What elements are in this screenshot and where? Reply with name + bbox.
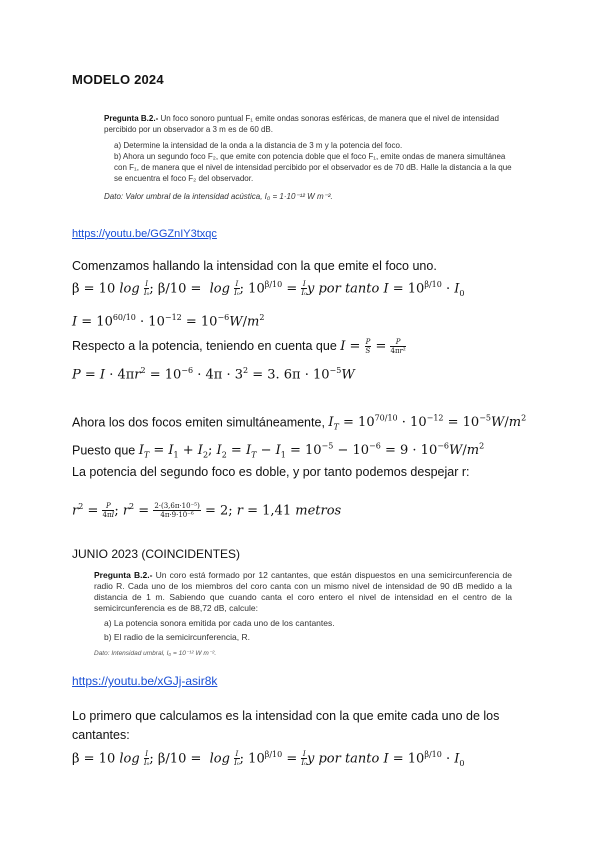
exam-question-2-part-a: a) La potencia sonora emitida por cada uno de los cantantes. — [104, 618, 335, 628]
exam-question-1-part-b: b) Ahora un segundo foco F₂, que emite con potencia doble que el foco F₁, emite ondas de manera simultánea con F₁, de manera que el nivel de intensidad percibido por el observador es de 70 dB. Halle la distancia a la que se encuentra el foco F₂ del observador. — [114, 152, 512, 183]
equation-beta: β = 10 log $\frac{I}{\text{I₀}}$ ; β/10 = log $\frac{I}{\text{I₀}}$ ; $10^{\beta/10}$ = $\frac{I}{\text{I₀}}$ y por tanto $I = 10^{\beta/10} \cdot I_0$ — [72, 280, 465, 298]
equation-power: $P = I \cdot 4\pi r^2 = 10^{-6} \cdot 4\pi \cdot 3^2 = 3$. $6\pi \cdot 10^{-5}W$ — [72, 366, 355, 383]
paragraph-two-sources: Ahora los dos focos emiten simultáneamente, $I_T = 10^{70/10} \cdot 10^{-12} = 10^{-5}W/m^2$ — [72, 414, 527, 432]
paragraph-double-power: La potencia del segundo foco es doble, y por tanto podemos despejar r: — [72, 465, 470, 479]
exam-question-2-part-b: b) El radio de la semicircunferencia, R. — [104, 632, 250, 642]
exam-question-1-heading: Pregunta B.2.- — [104, 114, 159, 123]
paragraph-since: Puesto que $I_T = I_1 + I_2$; $I_2 = I_T - I_1 = 10^{-5} - 10^{-6} = 9 \cdot 10^{-6}W/m^2$ — [72, 442, 485, 460]
exam-question-1 — [104, 113, 514, 202]
exam-question-2-intro: Pregunta B.2.- Un coro está formado por 12 cantantes, que están dispuestos en una semicircunferencia de radio R. Cada uno de los miembros del coro canta con un mismo nivel de intensidad de 90 dB medido a la distancia de 1 m. Sabiendo que cuando canta el coro entero el nivel de intensidad en el centro de la semicircunferencia es de 88,72 dB, calcule: — [94, 570, 512, 613]
section-title-junio: JUNIO 2023 (COINCIDENTES) — [72, 547, 241, 561]
paragraph-singers: Lo primero que calculamos es la intensidad con la que emite cada uno de los cantantes: — [72, 709, 500, 742]
video-link-1[interactable]: https://youtu.be/GGZnIY3txqc — [72, 228, 217, 240]
equation-radius: $r^2$ = $\frac{P}{4\pi I}$ ; $r^2$ = $\frac{\text{2·(3,6π·10⁻⁵)}}{\text{4π·9·10⁻⁶}}$ = 2; r = 1,41 metros — [72, 502, 342, 520]
paragraph-power: Respecto a la potencia, teniendo en cuenta que I = $\frac{P}{S}$ = $\frac{P}{\text{4πr²}}$ — [72, 338, 406, 355]
exam-question-1-part-a: a) Determine la intensidad de la onda a la distancia de 3 m y la potencia del foco. — [114, 141, 403, 150]
exam-question-1-intro: Pregunta B.2.- Un foco sonoro puntual F₁ emite ondas sonoras esféricas, de manera que el nivel de intensidad percibido por un observador a 3 m es de 60 dB. — [104, 114, 499, 134]
equation-beta-2: β = 10 log $\frac{I}{\text{I₀}}$ ; β/10 = log $\frac{I}{\text{I₀}}$ ; $10^{\beta/10}$ = $\frac{I}{\text{I₀}}$ y por tanto $I = 10^{\beta/10} \cdot I_0$ — [72, 750, 465, 768]
video-link-2[interactable]: https://youtu.be/xGJj-asir8k — [72, 674, 218, 688]
equation-intensity: $I = 10^{60/10} \cdot 10^{-12} = 10^{-6}W/m^2$ — [72, 313, 265, 330]
exam-question-2-heading: Pregunta B.2.- — [94, 570, 153, 580]
exam-question-2-data: Dato: Intensidad umbral, I₀ = 10⁻¹² W m⁻². — [94, 650, 217, 657]
exam-question-1-data: Dato: Valor umbral de la intensidad acústica, I₀ = 1·10⁻¹² W m⁻². — [104, 192, 333, 201]
paragraph-intensity: Comenzamos hallando la intensidad con la que emite el foco uno. — [72, 259, 437, 273]
page-title: MODELO 2024 — [72, 72, 164, 87]
exam-question-2 — [94, 570, 512, 659]
